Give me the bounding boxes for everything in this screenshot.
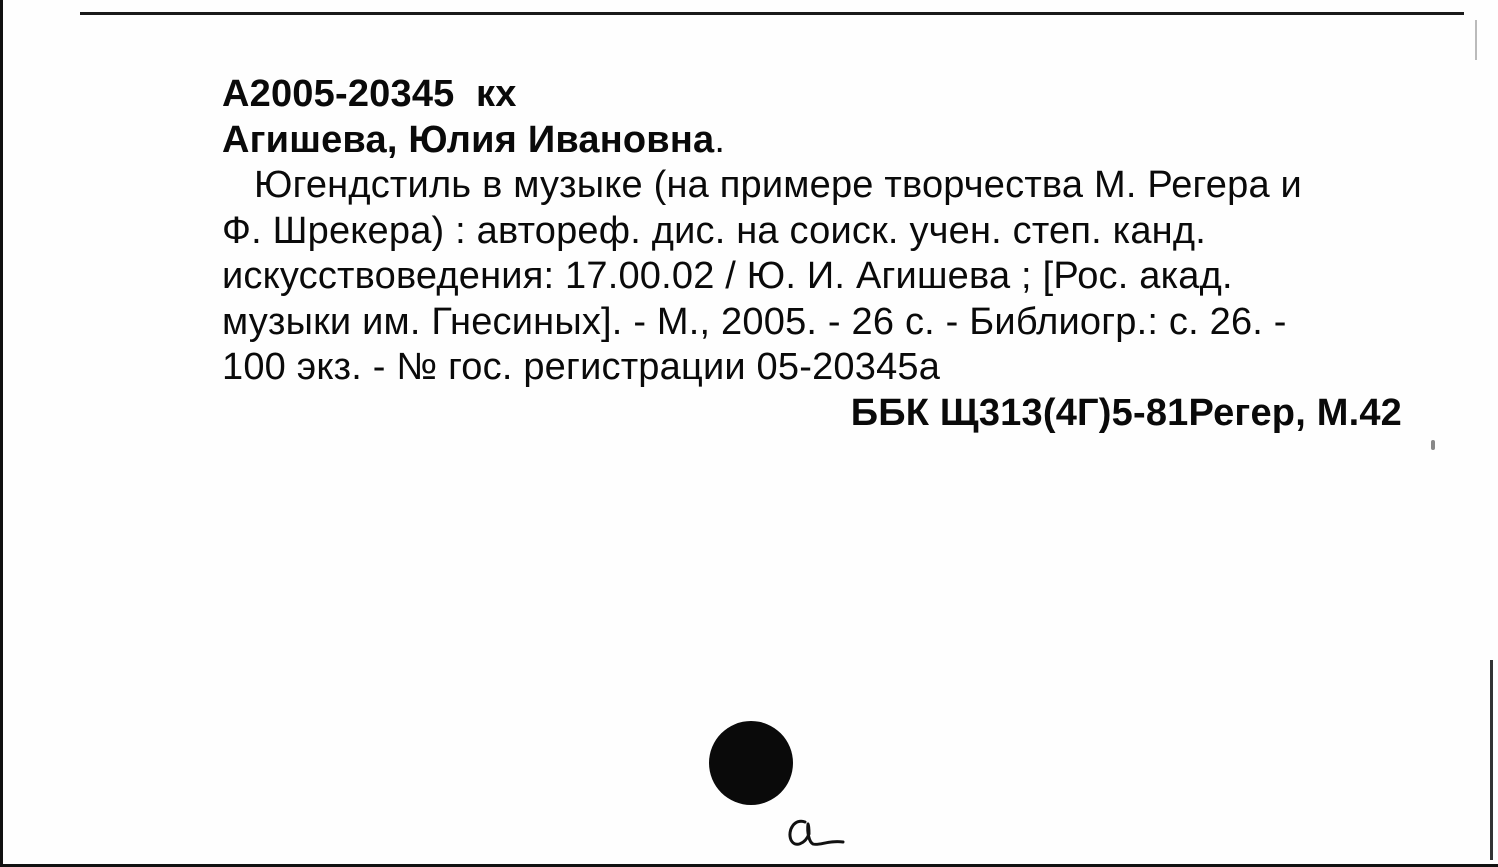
card-left-edge — [0, 0, 3, 867]
handwritten-mark — [783, 808, 853, 863]
accession-line — [222, 72, 1402, 118]
card-right-edge — [1490, 660, 1493, 860]
classification-code: ББК Щ313(4Г)5-81Регер, М.42 — [850, 391, 1402, 434]
handwritten-a-icon — [783, 808, 853, 858]
card-text-block — [222, 72, 1402, 436]
accession-number: А2005-20345 — [222, 73, 455, 115]
punch-hole — [709, 721, 793, 805]
card-right-edge-mark — [1475, 20, 1477, 60]
author-name: Агишева, Юлия Ивановна — [222, 118, 715, 161]
description-line-2: Ф. Шрекера) : автореф. дис. на соиск. учен. степ. канд. — [222, 209, 1206, 252]
ink-speck — [1431, 440, 1435, 450]
description-line-3: искусствоведения: 17.00.02 / Ю. И. Агишева ; [Рос. акад. — [222, 255, 1233, 297]
description-line-4: музыки им. Гнесиных]. - М., 2005. - 26 с. - Библиогр.: с. 26. - — [222, 300, 1287, 343]
collection-mark: кх — [476, 73, 517, 115]
author-period: . — [714, 118, 726, 161]
author-line — [222, 118, 1402, 164]
card-top-rule — [80, 12, 1464, 15]
description-line-1: Югендстиль в музыке (на примере творчества М. Регера и — [254, 164, 1302, 206]
description-line-5: 100 экз. - № гос. регистрации 05-20345а — [222, 346, 941, 388]
